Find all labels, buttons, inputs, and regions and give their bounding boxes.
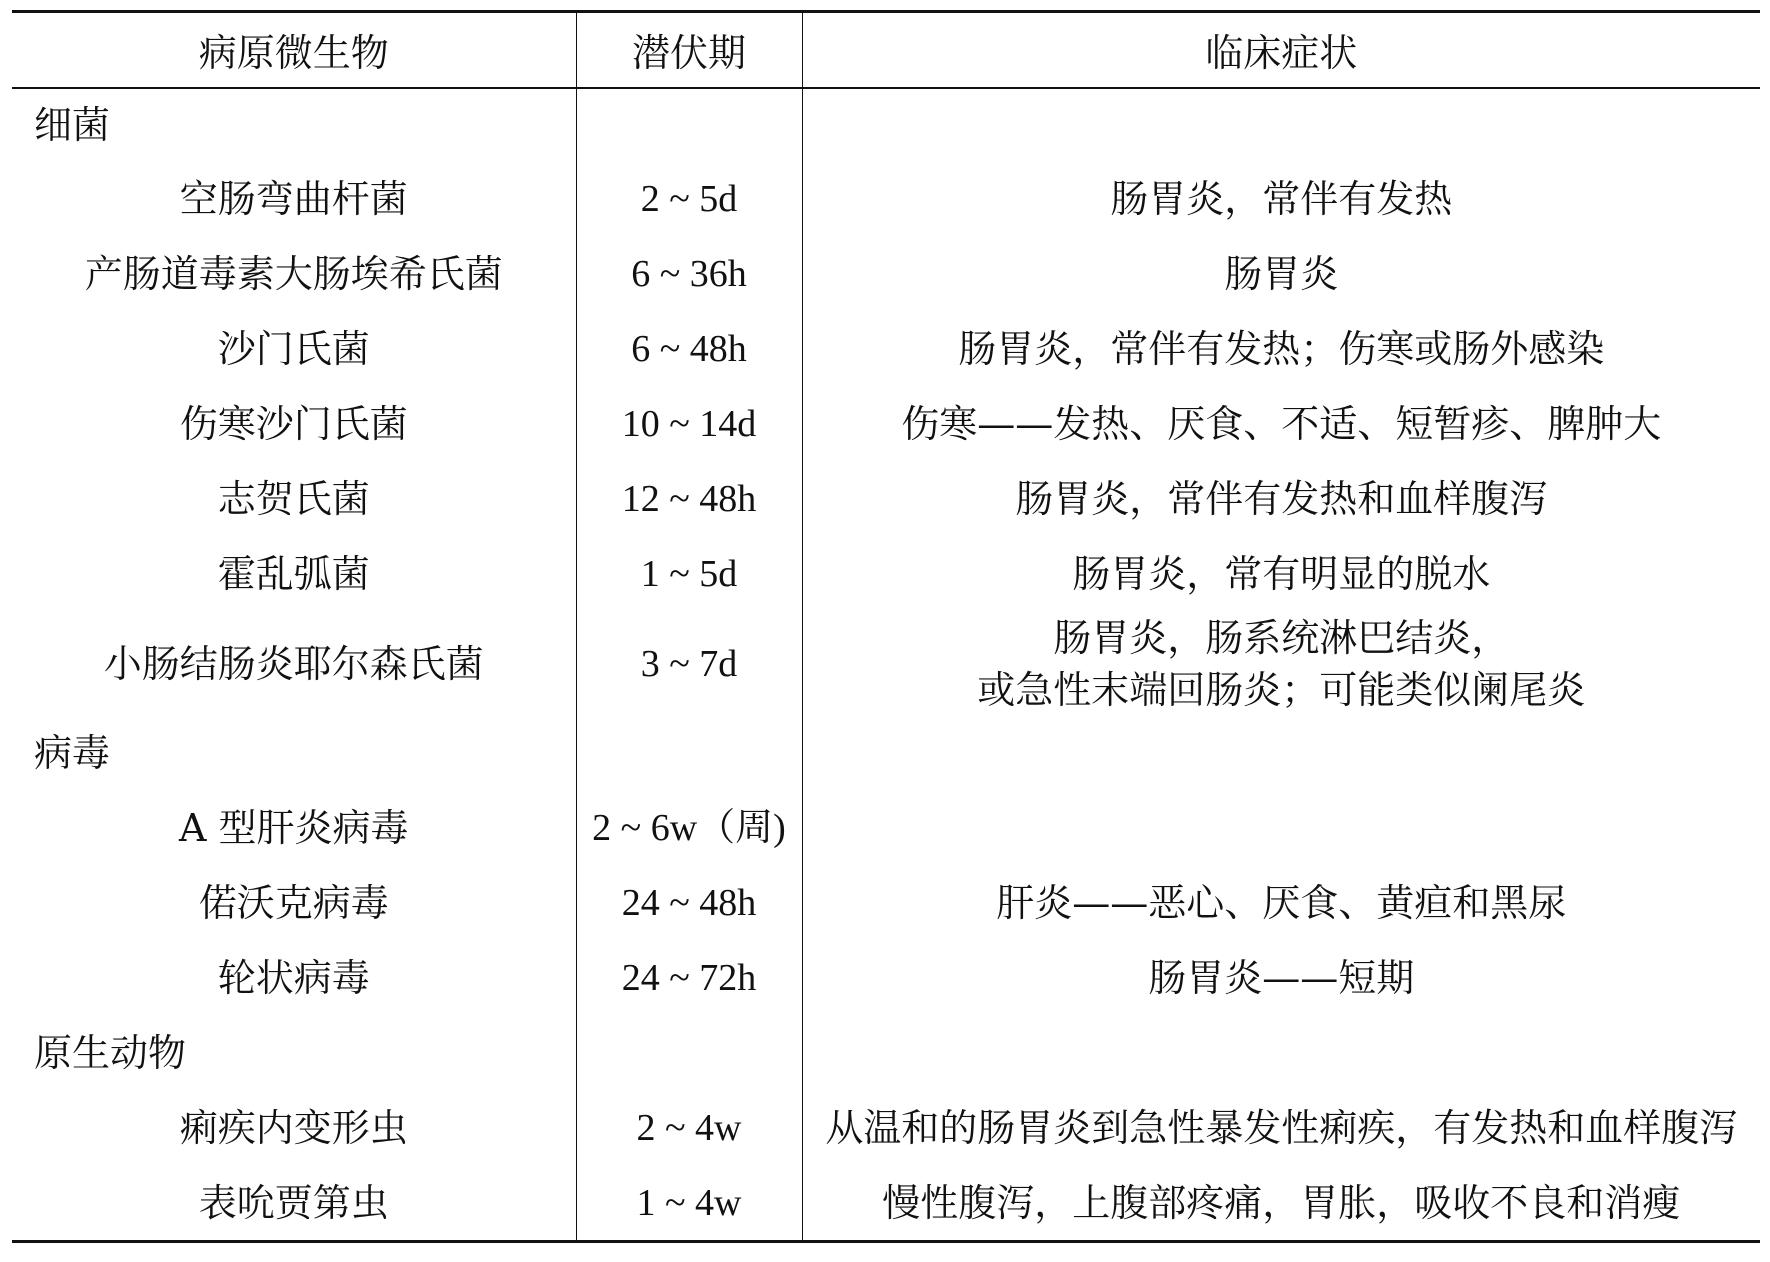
pathogen-incubation-table — [12, 10, 1760, 1243]
category-label: 细菌 — [34, 102, 111, 147]
category-row-protozoa — [12, 1017, 1760, 1092]
incubation-cell: 24 ~ 48h — [576, 867, 802, 942]
symptoms-cell: 肠胃炎，常伴有发热；伤寒或肠外感染 — [802, 313, 1760, 388]
table-row — [12, 163, 1760, 238]
category-row-virus — [12, 717, 1760, 792]
pathogen-cell: A 型肝炎病毒 — [178, 806, 409, 851]
symptoms-line: 或急性末端回肠炎；可能类似阑尾炎 — [977, 667, 1586, 712]
table-row — [12, 942, 1760, 1017]
pathogen-cell: 表吮贾第虫 — [12, 1167, 576, 1242]
table-row — [12, 463, 1760, 538]
incubation-cell: 2 ~ 5d — [576, 163, 802, 238]
pathogen-cell: 痢疾内变形虫 — [179, 1106, 408, 1151]
pathogen-cell: 霍乱弧菌 — [217, 552, 370, 597]
incubation-cell: 6 ~ 36h — [576, 238, 802, 313]
symptoms-line: 肠胃炎，肠系统淋巴结炎， — [1053, 616, 1510, 661]
incubation-cell: 6 ~ 48h — [576, 313, 802, 388]
pathogen-cell: 伤寒沙门氏菌 — [179, 402, 408, 447]
incubation-cell: 3 ~ 7d — [576, 613, 802, 717]
symptoms-cell: 肠胃炎——短期 — [802, 942, 1760, 1017]
header-incubation: 潜伏期 — [576, 12, 802, 88]
table-row — [12, 613, 1760, 717]
incubation-cell: 1 ~ 4w — [576, 1167, 802, 1242]
incubation-cell: 1 ~ 5d — [576, 538, 802, 613]
symptoms-cell: 肠胃炎，常有明显的脱水 — [802, 538, 1760, 613]
symptoms-cell: 伤寒——发热、厌食、不适、短暂疹、脾肿大 — [802, 388, 1760, 463]
table-row — [12, 1092, 1760, 1167]
symptoms-cell: 肝炎——恶心、厌食、黄疸和黑尿 — [802, 867, 1760, 942]
symptoms-cell — [802, 792, 1760, 867]
header-pathogen: 病原微生物 — [12, 12, 576, 88]
symptoms-cell — [802, 613, 1760, 717]
pathogen-cell: 产肠道毒素大肠埃希氏菌 — [84, 252, 503, 297]
empty-cell — [576, 1017, 802, 1092]
incubation-cell: 12 ~ 48h — [576, 463, 802, 538]
empty-cell — [576, 88, 802, 163]
header-symptoms: 临床症状 — [802, 12, 1760, 88]
empty-cell — [576, 717, 802, 792]
pathogen-cell: 小肠结肠炎耶尔森氏菌 — [103, 641, 484, 686]
incubation-cell: 2 ~ 6w（周) — [576, 792, 802, 867]
table-row — [12, 313, 1760, 388]
incubation-cell: 10 ~ 14d — [576, 388, 802, 463]
empty-cell — [802, 88, 1760, 163]
table-row — [12, 538, 1760, 613]
pathogen-table-container — [12, 10, 1760, 1243]
table-row — [12, 792, 1760, 867]
category-label: 病毒 — [34, 731, 111, 776]
symptoms-cell: 从温和的肠胃炎到急性暴发性痢疾，有发热和血样腹泻 — [802, 1092, 1760, 1167]
pathogen-cell: 沙门氏菌 — [217, 327, 370, 372]
table-header-row — [12, 12, 1760, 88]
incubation-cell: 24 ~ 72h — [576, 942, 802, 1017]
symptoms-cell: 肠胃炎，常伴有发热 — [802, 163, 1760, 238]
category-label: 原生动物 — [34, 1031, 187, 1076]
pathogen-cell: 轮状病毒 — [217, 956, 370, 1001]
empty-cell — [802, 717, 1760, 792]
incubation-cell: 2 ~ 4w — [576, 1092, 802, 1167]
pathogen-cell: 偌沃克病毒 — [198, 881, 389, 926]
symptoms-cell: 肠胃炎 — [802, 238, 1760, 313]
table-row — [12, 867, 1760, 942]
table-row — [12, 1167, 1760, 1242]
pathogen-cell: 空肠弯曲杆菌 — [179, 177, 408, 222]
symptoms-cell: 慢性腹泻，上腹部疼痛，胃胀，吸收不良和消瘦 — [802, 1167, 1760, 1242]
symptoms-cell: 肠胃炎，常伴有发热和血样腹泻 — [802, 463, 1760, 538]
pathogen-cell: 志贺氏菌 — [217, 477, 370, 522]
table-row — [12, 238, 1760, 313]
category-row-bacteria — [12, 88, 1760, 163]
table-row — [12, 388, 1760, 463]
empty-cell — [802, 1017, 1760, 1092]
